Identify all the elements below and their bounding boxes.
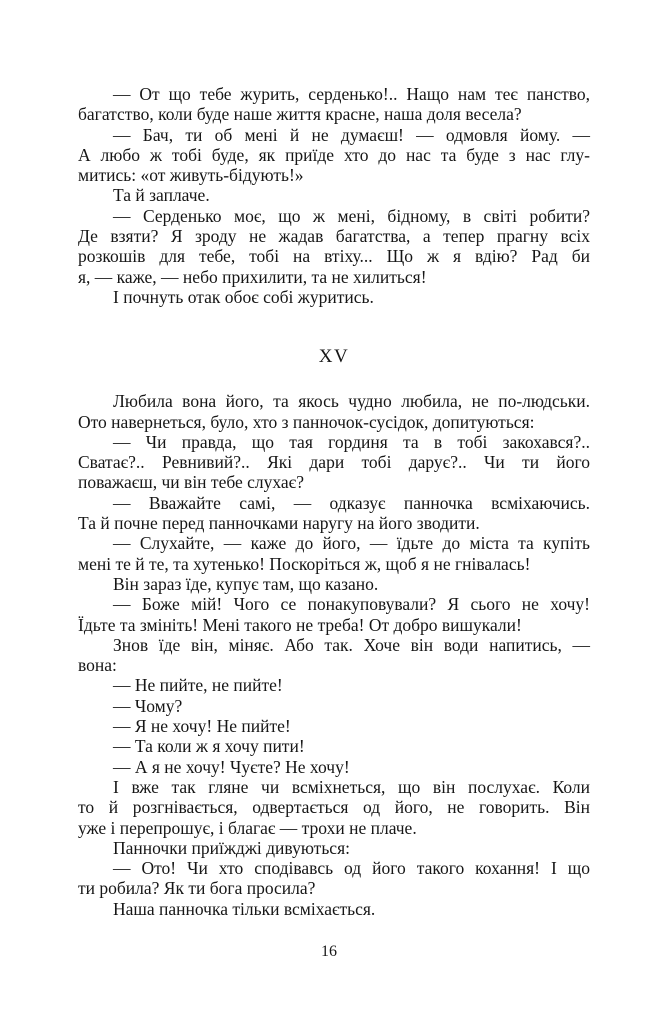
- chapter-heading: XV: [318, 346, 350, 368]
- page-number: 16: [321, 942, 337, 960]
- text-line: — Ото! Чи хто сподівавсь од його такого кохання! І що: [113, 858, 590, 879]
- text-line: ти робила? Як ти бога просила?: [78, 878, 316, 899]
- text-line: поважаєш, чи він тебе слухає?: [78, 472, 304, 493]
- text-line: мені те й те, та хутенько! Поскоріться ж, щоб я не гнівалась!: [78, 553, 531, 574]
- text-line: І вже так гляне чи всміхнеться, що він послухає. Коли: [113, 776, 590, 797]
- text-line: вона:: [78, 655, 117, 676]
- text-line: розкошів для тебе, тобі на втіху... Що ж я вдію? Рад би: [78, 246, 590, 267]
- text-line: — Бач, ти об мені й не думаєш! — одмовля йому. —: [113, 124, 590, 145]
- text-line: Наша панночка тільки всміхається.: [113, 898, 376, 919]
- text-line: — От що тебе журить, серденько!.. Нащо нам теє панство,: [113, 84, 590, 104]
- text-line: уже і перепрошує, і благає — трохи не плаче.: [78, 817, 417, 838]
- text-line: митись: «от живуть-бідують!»: [78, 165, 304, 186]
- text-line: Панночки приїжджі дивуються:: [113, 837, 350, 858]
- text-line: — Чому?: [113, 695, 183, 716]
- text-line: Де взяти? Я зроду не жадав багатства, а тепер прагну всіх: [78, 226, 590, 247]
- text-line: Знов їде він, міняє. Або так. Хоче він води напитись, —: [113, 634, 590, 655]
- text-line: — Вважайте самі, — одказує панночка всміхаючись.: [113, 492, 590, 513]
- text-line: Їдьте та змініть! Мені такого не треба! От добро вишукали!: [78, 614, 522, 635]
- text-line: А любо ж тобі буде, як приїде хто до нас та буде з нас глу-: [78, 144, 590, 165]
- text-line: Він зараз їде, купує там, що казано.: [113, 573, 379, 594]
- text-line: — Боже мій! Чого се понакуповували? Я сього не хочу!: [113, 594, 590, 615]
- section-before-heading: [78, 84, 590, 307]
- text-line: — Та коли ж я хочу пити!: [113, 736, 305, 757]
- text-line: Та й почне перед панночками наругу на його зводити.: [78, 513, 480, 534]
- text-line: — Не пийте, не пийте!: [113, 675, 283, 696]
- text-line: я, — каже, — небо прихилити, та не хилиться!: [78, 266, 427, 287]
- text-line: — Серденько моє, що ж мені, бідному, в світі робити?: [113, 205, 590, 226]
- text-line: — А я не хочу! Чуєте? Не хочу!: [113, 756, 350, 777]
- text-line: Та й заплаче.: [113, 185, 210, 206]
- text-line: багатство, коли буде наше життя красне, наша доля весела?: [78, 104, 522, 125]
- text-line: Сватає?.. Ревнивий?.. Які дари тобі дарує?.. Чи ти його: [78, 452, 590, 473]
- text-line: — Я не хочу! Не пийте!: [113, 716, 291, 737]
- text-line: — Чи правда, що тая гординя та в тобі закохався?..: [113, 431, 590, 452]
- page-footer: [0, 943, 658, 961]
- text-line: Любила вона його, та якось чудно любила, не по-людськи.: [113, 391, 590, 412]
- text-line: Ото навернеться, було, хто з панночок-сусідок, допитуються:: [78, 411, 535, 432]
- text-line: то й розгнівається, одвертається од його, не говорить. Він: [78, 797, 590, 818]
- text-line: І почнуть отак обоє собі журитись.: [113, 286, 374, 307]
- section-after-heading: [78, 391, 590, 919]
- text-line: — Слухайте, — каже до його, — їдьте до міста та купіть: [113, 533, 590, 554]
